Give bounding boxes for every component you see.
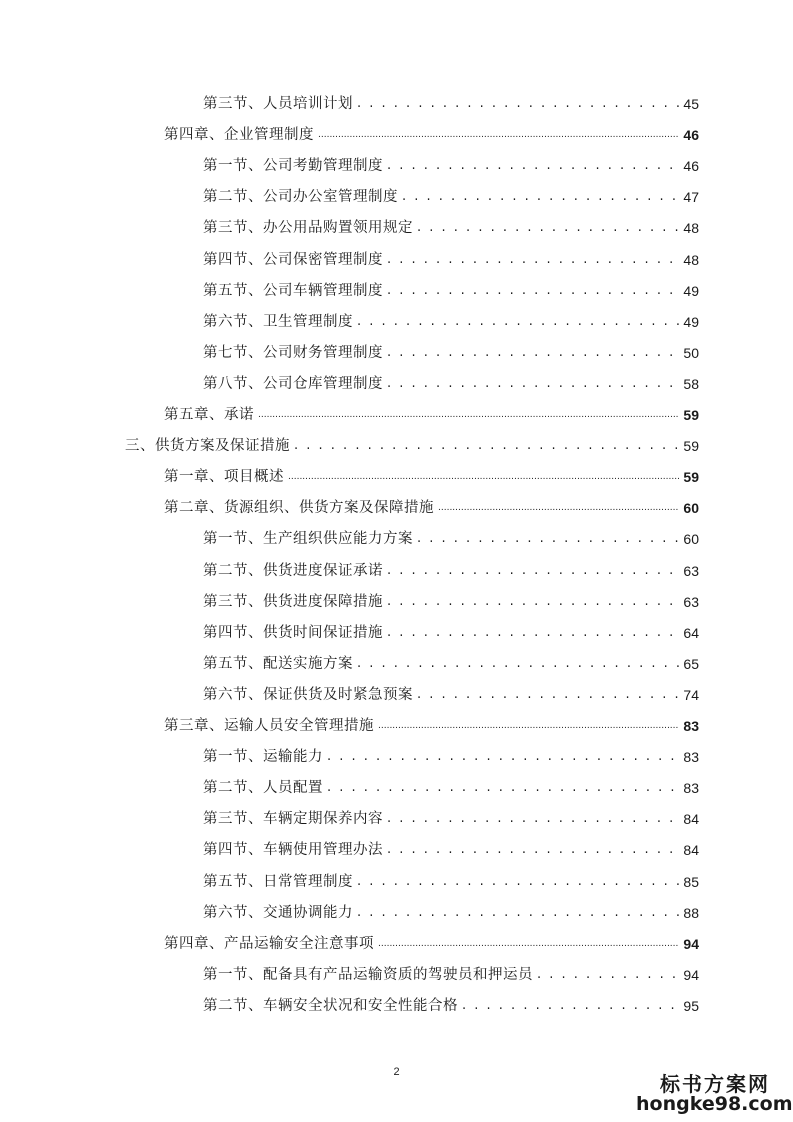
- toc-entry[interactable]: [203, 836, 699, 860]
- toc-entry-page: 63: [683, 562, 699, 579]
- toc-entry[interactable]: [203, 992, 699, 1016]
- toc-entry-title: 第一节、生产组织供应能力方案: [203, 531, 413, 548]
- toc-entry[interactable]: [125, 432, 699, 456]
- toc-entry-title: 第六节、交通协调能力: [203, 904, 353, 921]
- toc-entry[interactable]: [203, 650, 699, 674]
- toc-entry-title: 第四章、企业管理制度: [164, 127, 314, 144]
- toc-entry[interactable]: [164, 463, 699, 487]
- toc-entry-title: 第七节、公司财务管理制度: [203, 344, 383, 361]
- toc-entry[interactable]: [203, 619, 699, 643]
- toc-entry-title: 三、供货方案及保证措施: [125, 438, 290, 455]
- toc-entry-title: 第八节、公司仓库管理制度: [203, 375, 383, 392]
- toc-leader-dots: [357, 94, 679, 114]
- toc-entry-page: 45: [683, 96, 699, 112]
- toc-entry-title: 第四章、产品运输安全注意事项: [164, 935, 374, 952]
- toc-entry-page: 74: [683, 686, 699, 703]
- toc-entry-title: 第一节、公司考勤管理制度: [203, 158, 383, 175]
- toc-entry-title: 第三节、车辆定期保养内容: [203, 811, 383, 828]
- toc-entry[interactable]: [203, 90, 699, 114]
- toc-entry-page: 88: [683, 904, 699, 921]
- toc-leader-dots: [318, 125, 679, 145]
- toc-entry-title: 第六节、保证供货及时紧急预案: [203, 686, 413, 703]
- toc-entry[interactable]: [203, 525, 699, 549]
- toc-entry[interactable]: [203, 214, 699, 238]
- toc-entry[interactable]: [203, 339, 699, 363]
- toc-entry-page: 59: [683, 407, 699, 423]
- toc-entry[interactable]: [203, 183, 699, 207]
- toc-entry-page: 47: [683, 189, 699, 206]
- toc-leader-dots: [378, 716, 679, 736]
- toc-entry-page: 48: [683, 220, 699, 237]
- toc-entry[interactable]: [203, 681, 699, 705]
- watermark-site-name: 标书方案网: [660, 1072, 770, 1096]
- toc-entry-page: 65: [683, 655, 699, 672]
- toc-entry[interactable]: [164, 401, 699, 425]
- toc-entry[interactable]: [164, 712, 699, 736]
- toc-entry-page: 59: [683, 438, 699, 455]
- toc-entry[interactable]: [203, 805, 699, 829]
- toc-entry-page: 64: [683, 624, 699, 641]
- toc-leader-dots: [378, 934, 679, 954]
- toc-entry[interactable]: [203, 277, 699, 301]
- toc-entry-page: 94: [683, 935, 699, 952]
- toc-entry[interactable]: [203, 588, 699, 612]
- toc-entry-page: 95: [683, 997, 699, 1014]
- toc-entry[interactable]: [203, 899, 699, 923]
- toc-leader-dots: [387, 343, 679, 363]
- toc-entry-page: 60: [683, 500, 699, 517]
- toc-entry-page: 46: [683, 158, 699, 175]
- toc-entry[interactable]: [203, 370, 699, 394]
- toc-leader-dots: [417, 529, 679, 549]
- toc-entry-page: 49: [683, 313, 699, 330]
- toc-leader-dots: [327, 747, 679, 767]
- toc-entry-title: 第一节、配备具有产品运输资质的驾驶员和押运员: [203, 966, 533, 983]
- toc-entry-title: 第三节、人员培训计划: [203, 96, 353, 112]
- toc-leader-dots: [537, 965, 679, 985]
- toc-leader-dots: [288, 467, 679, 487]
- toc-leader-dots: [357, 903, 679, 923]
- toc-entry[interactable]: [164, 121, 699, 145]
- toc-entry-page: 46: [683, 127, 699, 144]
- toc-leader-dots: [417, 218, 679, 238]
- toc-entry[interactable]: [203, 246, 699, 270]
- toc-entry-title: 第三节、办公用品购置领用规定: [203, 220, 413, 237]
- toc-entry-page: 84: [683, 811, 699, 828]
- toc-entry[interactable]: [203, 868, 699, 892]
- toc-leader-dots: [387, 156, 679, 176]
- toc-leader-dots: [387, 592, 679, 612]
- toc-entry-page: 49: [683, 282, 699, 299]
- toc-entry[interactable]: [203, 557, 699, 581]
- toc-leader-dots: [387, 840, 679, 860]
- toc-entry-title: 第二节、公司办公室管理制度: [203, 189, 398, 206]
- toc-leader-dots: [357, 872, 679, 892]
- toc-entry-page: 50: [683, 344, 699, 361]
- toc-leader-dots: [294, 436, 679, 456]
- toc-leader-dots: [357, 312, 679, 332]
- toc-entry[interactable]: [203, 152, 699, 176]
- toc-entry-title: 第四节、车辆使用管理办法: [203, 842, 383, 859]
- toc-entry-page: 83: [683, 718, 699, 734]
- toc-entry-title: 第二节、人员配置: [203, 780, 323, 797]
- toc-entry-title: 第五章、承诺: [164, 407, 254, 423]
- toc-entry-page: 94: [683, 966, 699, 983]
- toc-entry-page: 63: [683, 593, 699, 610]
- toc-entry[interactable]: [164, 930, 699, 954]
- toc-entry-title: 第三节、供货进度保障措施: [203, 593, 383, 610]
- toc-entry-title: 第五节、配送实施方案: [203, 655, 353, 672]
- toc-leader-dots: [387, 623, 679, 643]
- toc-leader-dots: [387, 561, 679, 581]
- toc-leader-dots: [438, 498, 679, 518]
- toc-entry-page: 60: [683, 531, 699, 548]
- toc-leader-dots: [402, 187, 679, 207]
- toc-entry-title: 第六节、卫生管理制度: [203, 313, 353, 330]
- toc-leader-dots: [387, 374, 679, 394]
- toc-entry-page: 59: [683, 469, 699, 486]
- toc-entry[interactable]: [164, 494, 699, 518]
- toc-entry-page: 85: [683, 873, 699, 890]
- toc-entry-title: 第五节、日常管理制度: [203, 873, 353, 890]
- toc-entry-title: 第一章、项目概述: [164, 469, 284, 486]
- toc-entry[interactable]: [203, 743, 699, 767]
- toc-entry-page: 83: [683, 749, 699, 766]
- toc-entry-page: 58: [683, 375, 699, 392]
- toc-leader-dots: [327, 778, 679, 798]
- toc-leader-dots: [387, 250, 679, 270]
- toc-entry-title: 第二节、供货进度保证承诺: [203, 562, 383, 579]
- toc-leader-dots: [387, 809, 679, 829]
- toc-entry-title: 第四节、供货时间保证措施: [203, 624, 383, 641]
- toc-leader-dots: [387, 281, 679, 301]
- toc-entry-page: 84: [683, 842, 699, 859]
- toc-entry-page: 83: [683, 780, 699, 797]
- toc-leader-dots: [462, 996, 679, 1016]
- toc-leader-dots: [417, 685, 679, 705]
- toc-entry-title: 第四节、公司保密管理制度: [203, 251, 383, 268]
- toc-entry-title: 第五节、公司车辆管理制度: [203, 282, 383, 299]
- toc-entry[interactable]: [203, 308, 699, 332]
- toc-entry[interactable]: [203, 774, 699, 798]
- toc-entry-title: 第二章、货源组织、供货方案及保障措施: [164, 500, 434, 517]
- toc-entry-title: 第一节、运输能力: [203, 749, 323, 766]
- toc-leader-dots: [258, 405, 679, 425]
- watermark-url: hongke98.com: [636, 1093, 793, 1115]
- page-number: 2: [393, 1066, 400, 1078]
- toc-entry-title: 第二节、车辆安全状况和安全性能合格: [203, 997, 458, 1014]
- toc-entry-title: 第三章、运输人员安全管理措施: [164, 718, 374, 734]
- toc-leader-dots: [357, 654, 679, 674]
- toc-entry-page: 48: [683, 251, 699, 268]
- toc-entry[interactable]: [203, 961, 699, 985]
